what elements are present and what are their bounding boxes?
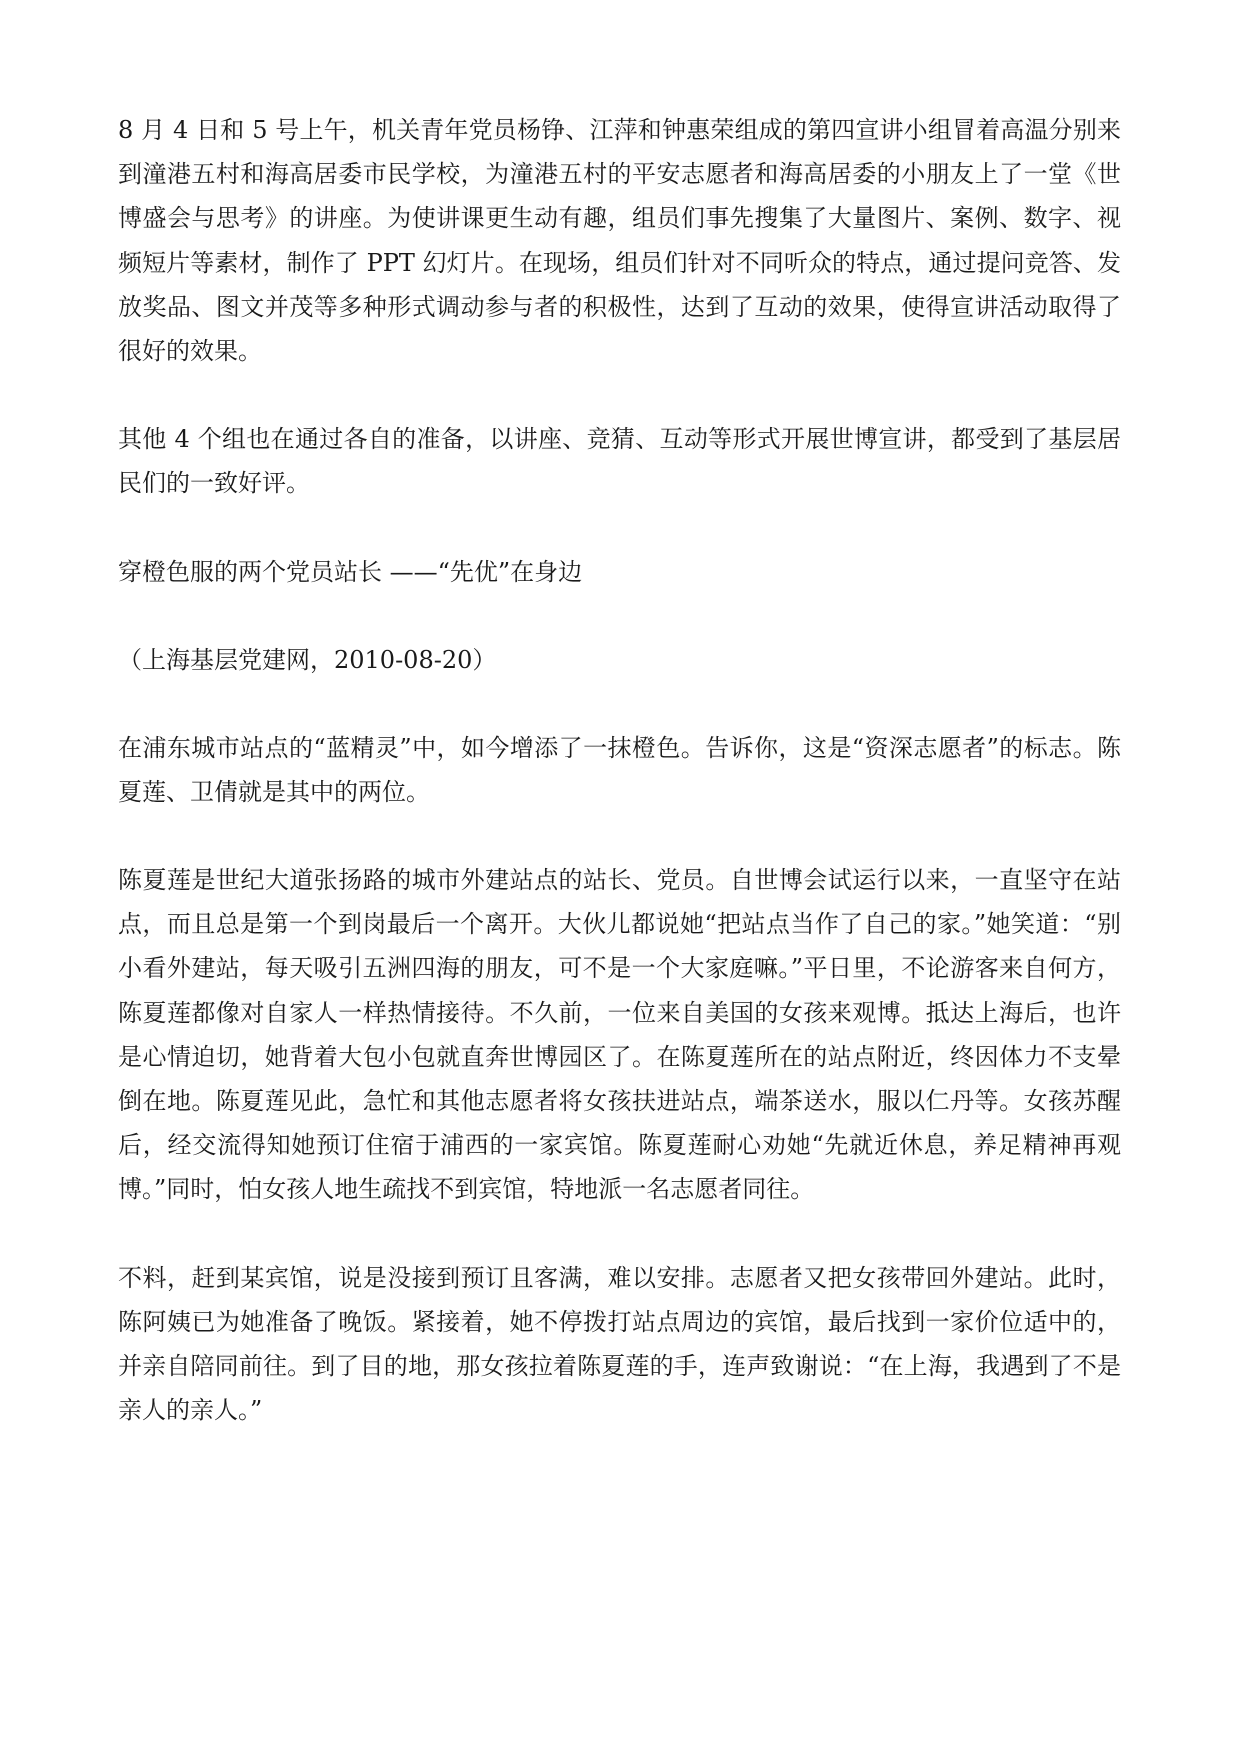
document-page bbox=[118, 108, 1121, 1476]
article-title: 穿橙色服的两个党员站长 ——“先优”在身边 bbox=[118, 557, 583, 586]
article-paragraph-2: 陈夏莲是世纪大道张扬路的城市外建站点的站长、党员。自世博会试运行以来，一直坚守在站点，而且总是第一个到岗最后一个离开。大伙儿都说她“把站点当作了自己的家。”她笑道：“别小看外建站，每天吸引五洲四海的朋友，可不是一个大家庭嘛。”平日里，不论游客来自何方，陈夏莲都像对自家人一样热情接待。不久前，一位来自美国的女孩来观博。抵达上海后，也许是心情迫切，她背着大包小包就直奔世博园区了。在陈夏莲所在的站点附近，终因体力不支晕倒在地。陈夏莲见此，急忙和其他志愿者将女孩扶进站点，端茶送水，服以仁丹等。女孩苏醒后，经交流得知她预订住宿于浦西的一家宾馆。陈夏莲耐心劝她“先就近休息，养足精神再观博。”同时，怕女孩人地生疏找不到宾馆，特地派一名志愿者同往。 bbox=[118, 866, 1121, 1204]
article-paragraph-1: 在浦东城市站点的“蓝精灵”中，如今增添了一抹橙色。告诉你，这是“资深志愿者”的标志。陈夏莲、卫倩就是其中的两位。 bbox=[118, 733, 1121, 806]
article-source: （上海基层党建网，2010-08-20） bbox=[118, 645, 497, 674]
body-paragraph-2: 其他 4 个组也在通过各自的准备，以讲座、竞猜、互动等形式开展世博宣讲，都受到了基层居民们的一致好评。 bbox=[118, 425, 1121, 498]
article-paragraph-3: 不料，赶到某宾馆，说是没接到预订且客满，难以安排。志愿者又把女孩带回外建站。此时，陈阿姨已为她准备了晚饭。紧接着，她不停拨打站点周边的宾馆，最后找到一家价位适中的，并亲自陪同前往。到了目的地，那女孩拉着陈夏莲的手，连声致谢说：“在上海，我遇到了不是亲人的亲人。” bbox=[118, 1263, 1121, 1425]
body-paragraph-1: 8 月 4 日和 5 号上午，机关青年党员杨铮、江萍和钟惠荣组成的第四宣讲小组冒着高温分别来到潼港五村和海高居委市民学校，为潼港五村的平安志愿者和海高居委的小朋友上了一堂《世博盛会与思考》的讲座。为使讲课更生动有趣，组员们事先搜集了大量图片、案例、数字、视频短片等素材，制作了 PPT 幻灯片。在现场，组员们针对不同听众的特点，通过提问竞答、发放奖品、图文并茂等多种形式调动参与者的积极性，达到了互动的效果，使得宣讲活动取得了很好的效果。 bbox=[118, 116, 1121, 366]
